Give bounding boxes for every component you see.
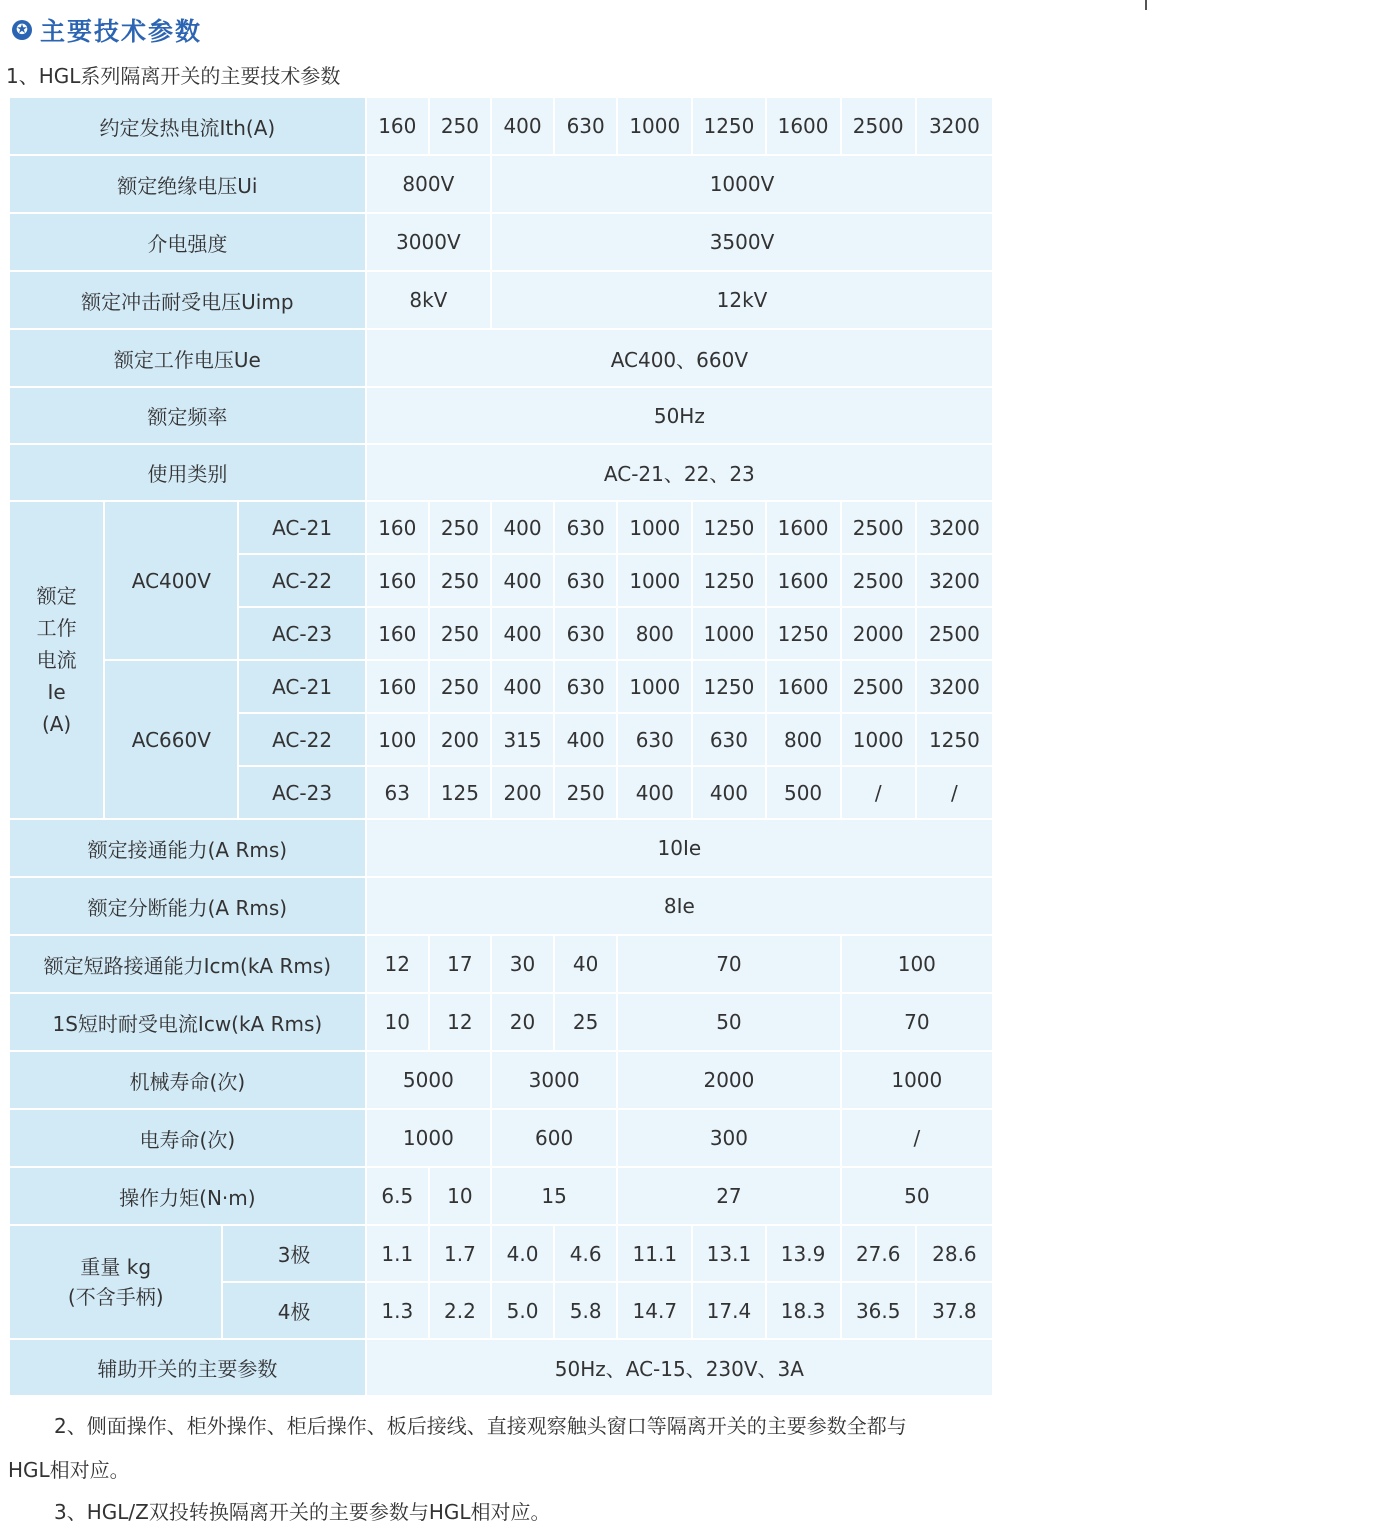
table-cell: 250 — [429, 97, 491, 155]
table-cell: 40 — [554, 935, 617, 993]
table-cell: / — [916, 766, 993, 819]
row-label: 操作力矩(N·m) — [9, 1167, 366, 1225]
table-cell: 17 — [429, 935, 491, 993]
row-label: 约定发热电流Ith(A) — [9, 97, 366, 155]
table-cell: 2500 — [841, 97, 916, 155]
table-cell: 6.5 — [366, 1167, 429, 1225]
row-label: 额定分断能力(A Rms) — [9, 877, 366, 935]
table-cell: 5.8 — [554, 1282, 617, 1339]
label-line: 额定 — [36, 584, 77, 608]
spec-table — [8, 96, 994, 1397]
section-title-text: 主要技术参数 — [40, 17, 203, 46]
table-cell: 315 — [491, 713, 554, 766]
weight-label-line: (不含手柄) — [67, 1285, 164, 1309]
pole-label: 3极 — [222, 1225, 365, 1282]
table-cell: 1250 — [916, 713, 993, 766]
voltage-label: AC660V — [104, 660, 238, 819]
table-cell: 1000 — [617, 660, 692, 713]
label-line: (A) — [41, 712, 72, 736]
table-cell: 1000 — [617, 554, 692, 607]
table-cell: 630 — [554, 97, 617, 155]
row-label: 额定接通能力(A Rms) — [9, 819, 366, 877]
table-row — [9, 1109, 993, 1167]
working-current-label — [9, 501, 104, 819]
table-cell: 4.6 — [554, 1225, 617, 1282]
note-2-line-2: HGL相对应。 — [8, 1458, 130, 1482]
table-cell: 500 — [766, 766, 841, 819]
table-cell: 3200 — [916, 501, 993, 554]
table-row — [9, 213, 993, 271]
table-cell: 1600 — [766, 501, 841, 554]
table-cell: 400 — [491, 97, 554, 155]
table-cell: 15 — [491, 1167, 617, 1225]
table-cell: 3200 — [916, 660, 993, 713]
table-cell: 70 — [841, 993, 993, 1051]
table-cell: / — [841, 766, 916, 819]
table-cell: 1000 — [841, 1051, 993, 1109]
table-cell: 160 — [366, 554, 429, 607]
table-cell: 630 — [554, 554, 617, 607]
table-cell: 200 — [491, 766, 554, 819]
weight-label — [9, 1225, 222, 1339]
label-line: 电流 — [36, 648, 77, 672]
table-cell: 2500 — [841, 554, 916, 607]
table-cell: 1600 — [766, 554, 841, 607]
table-cell: 630 — [554, 660, 617, 713]
label-line: Ie — [47, 680, 66, 704]
table-row — [9, 1339, 993, 1396]
table-row — [9, 155, 993, 213]
table-cell: 160 — [366, 607, 429, 660]
table-cell: 1000 — [692, 607, 765, 660]
table-cell: 630 — [617, 713, 692, 766]
table-cell: 300 — [617, 1109, 840, 1167]
table-cell: 14.7 — [617, 1282, 692, 1339]
table-subtitle: 1、HGL系列隔离开关的主要技术参数 — [6, 64, 341, 88]
table-cell: 400 — [491, 501, 554, 554]
table-cell: 2500 — [841, 501, 916, 554]
table-cell: 400 — [554, 713, 617, 766]
table-row — [9, 329, 993, 387]
table-cell: 2000 — [617, 1051, 840, 1109]
table-cell: 800 — [617, 607, 692, 660]
category-label: AC-22 — [238, 713, 365, 766]
table-cell: 400 — [617, 766, 692, 819]
row-label: 机械寿命(次) — [9, 1051, 366, 1109]
table-cell: 12 — [366, 935, 429, 993]
table-cell: 3200 — [916, 554, 993, 607]
table-cell: 100 — [366, 713, 429, 766]
table-cell: 27 — [617, 1167, 840, 1225]
table-row — [9, 935, 993, 993]
table-cell: 200 — [429, 713, 491, 766]
row-label: 使用类别 — [9, 444, 366, 501]
row-label: 额定频率 — [9, 387, 366, 444]
table-cell: 400 — [692, 766, 765, 819]
table-cell: 37.8 — [916, 1282, 993, 1339]
table-cell: 8Ie — [366, 877, 993, 935]
table-cell: 1250 — [692, 97, 765, 155]
weight-label-line: 重量 kg — [80, 1255, 152, 1279]
table-cell: 400 — [491, 554, 554, 607]
table-cell: 250 — [429, 660, 491, 713]
row-label: 额定绝缘电压Ui — [9, 155, 366, 213]
row-label: 电寿命(次) — [9, 1109, 366, 1167]
table-cell: 50 — [617, 993, 840, 1051]
table-cell: 50Hz、AC-15、230V、3A — [366, 1339, 993, 1396]
table-row — [9, 501, 993, 554]
table-cell: 25 — [554, 993, 617, 1051]
category-label: AC-21 — [238, 501, 365, 554]
table-cell: 30 — [491, 935, 554, 993]
table-cell: 630 — [554, 607, 617, 660]
table-cell: 17.4 — [692, 1282, 765, 1339]
table-cell: 2000 — [841, 607, 916, 660]
table-cell: 70 — [617, 935, 840, 993]
table-cell: 250 — [429, 607, 491, 660]
table-cell: 28.6 — [916, 1225, 993, 1282]
table-row — [9, 660, 993, 713]
table-cell: 8kV — [366, 271, 491, 329]
table-cell: 1250 — [766, 607, 841, 660]
row-label: 额定冲击耐受电压Uimp — [9, 271, 366, 329]
table-cell: 4.0 — [491, 1225, 554, 1282]
table-row — [9, 1167, 993, 1225]
table-cell: 160 — [366, 660, 429, 713]
category-label: AC-23 — [238, 607, 365, 660]
voltage-label: AC400V — [104, 501, 238, 660]
table-cell: 1000 — [617, 97, 692, 155]
section-title — [12, 12, 202, 48]
table-cell: 400 — [491, 660, 554, 713]
table-cell: 50 — [841, 1167, 993, 1225]
table-cell: 800V — [366, 155, 491, 213]
table-cell: 250 — [429, 501, 491, 554]
table-cell: 1000 — [841, 713, 916, 766]
table-cell: 1600 — [766, 660, 841, 713]
table-cell: 36.5 — [841, 1282, 916, 1339]
table-cell: 10 — [366, 993, 429, 1051]
table-cell: / — [841, 1109, 993, 1167]
table-cell: 13.1 — [692, 1225, 765, 1282]
table-cell: 3500V — [491, 213, 993, 271]
table-cell: 18.3 — [766, 1282, 841, 1339]
table-cell: 3200 — [916, 97, 993, 155]
table-cell: AC400、660V — [366, 329, 993, 387]
table-cell: 5000 — [366, 1051, 491, 1109]
table-cell: 600 — [491, 1109, 617, 1167]
table-row — [9, 444, 993, 501]
label-line: 工作 — [36, 616, 77, 640]
table-cell: 250 — [554, 766, 617, 819]
table-cell: 1.7 — [429, 1225, 491, 1282]
table-cell: 160 — [366, 97, 429, 155]
row-label: 辅助开关的主要参数 — [9, 1339, 366, 1396]
table-cell: 800 — [766, 713, 841, 766]
table-cell: 1600 — [766, 97, 841, 155]
table-row — [9, 1225, 993, 1282]
table-row — [9, 1051, 993, 1109]
pole-label: 4极 — [222, 1282, 365, 1339]
table-cell: 2500 — [916, 607, 993, 660]
table-row — [9, 877, 993, 935]
table-cell: 100 — [841, 935, 993, 993]
table-cell: 1.3 — [366, 1282, 429, 1339]
table-cell: 2500 — [841, 660, 916, 713]
table-cell: 5.0 — [491, 1282, 554, 1339]
table-cell: 20 — [491, 993, 554, 1051]
table-cell: 13.9 — [766, 1225, 841, 1282]
star-circle-icon: ✪ — [12, 20, 32, 40]
table-cell: 2.2 — [429, 1282, 491, 1339]
table-cell: 1250 — [692, 501, 765, 554]
category-label: AC-21 — [238, 660, 365, 713]
table-row — [9, 271, 993, 329]
table-cell: 3000 — [491, 1051, 617, 1109]
row-label: 介电强度 — [9, 213, 366, 271]
table-cell: 63 — [366, 766, 429, 819]
table-row — [9, 97, 993, 155]
table-cell: 12 — [429, 993, 491, 1051]
row-label: 1S短时耐受电流Icw(kA Rms) — [9, 993, 366, 1051]
table-cell: 1250 — [692, 554, 765, 607]
table-row — [9, 819, 993, 877]
note-3: 3、HGL/Z双投转换隔离开关的主要参数与HGL相对应。 — [54, 1500, 551, 1524]
table-cell: 27.6 — [841, 1225, 916, 1282]
table-cell: 1000V — [491, 155, 993, 213]
table-cell: 125 — [429, 766, 491, 819]
table-cell: AC-21、22、23 — [366, 444, 993, 501]
table-cell: 250 — [429, 554, 491, 607]
category-label: AC-22 — [238, 554, 365, 607]
table-cell: 160 — [366, 501, 429, 554]
table-cell: 11.1 — [617, 1225, 692, 1282]
table-cell: 1000 — [617, 501, 692, 554]
note-2-line-1: 2、侧面操作、柜外操作、柜后操作、板后接线、直接观察触头窗口等隔离开关的主要参数全都与 — [54, 1414, 907, 1438]
table-cell: 630 — [692, 713, 765, 766]
top-edge-mark — [1145, 0, 1147, 10]
table-cell: 400 — [491, 607, 554, 660]
table-cell: 50Hz — [366, 387, 993, 444]
table-cell: 1.1 — [366, 1225, 429, 1282]
table-cell: 1000 — [366, 1109, 491, 1167]
table-cell: 10Ie — [366, 819, 993, 877]
row-label: 额定工作电压Ue — [9, 329, 366, 387]
table-cell: 12kV — [491, 271, 993, 329]
table-row — [9, 387, 993, 444]
row-label: 额定短路接通能力Icm(kA Rms) — [9, 935, 366, 993]
table-cell: 630 — [554, 501, 617, 554]
table-cell: 10 — [429, 1167, 491, 1225]
table-cell: 1250 — [692, 660, 765, 713]
table-cell: 3000V — [366, 213, 491, 271]
category-label: AC-23 — [238, 766, 365, 819]
table-row — [9, 993, 993, 1051]
